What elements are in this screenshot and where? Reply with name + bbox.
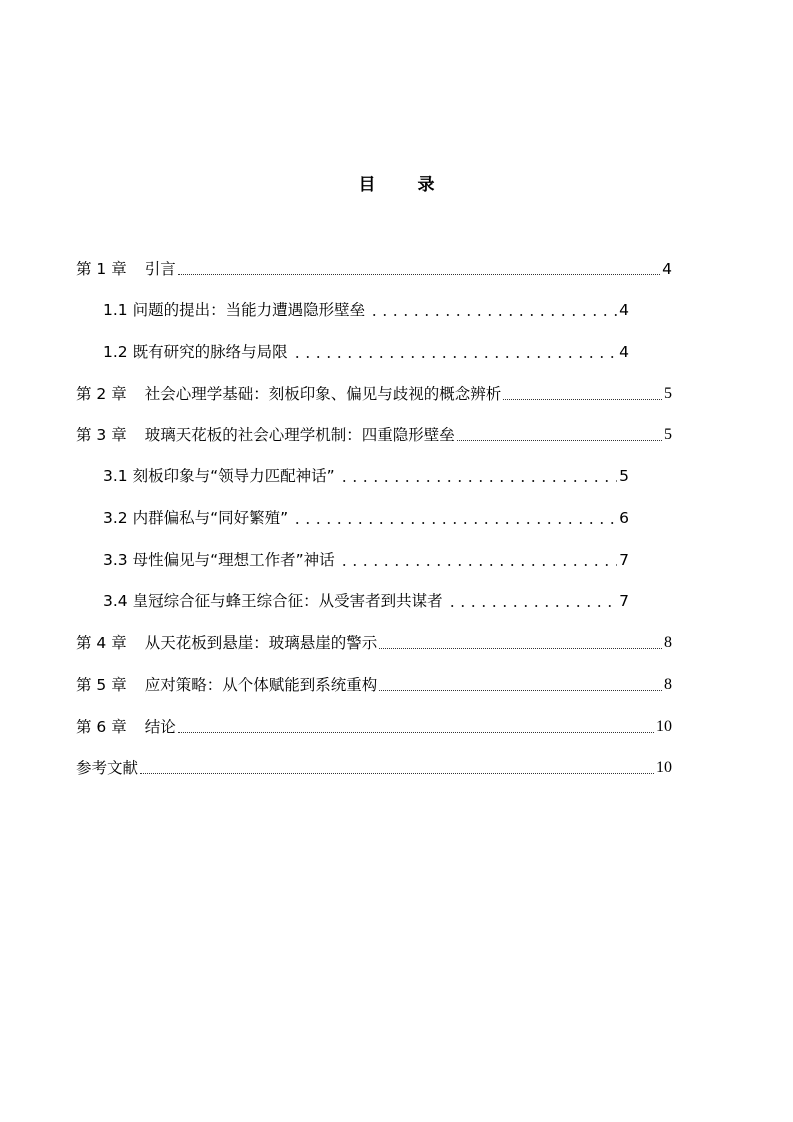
section-number: 1.1 xyxy=(103,301,128,319)
toc-entry-section-1-1[interactable] xyxy=(103,299,629,321)
page-number: 4 xyxy=(619,301,629,319)
page-number: 6 xyxy=(619,509,629,527)
page-number: 5 xyxy=(664,385,672,402)
toc-entry-section-1-2[interactable] xyxy=(103,341,629,363)
page-number: 4 xyxy=(662,260,672,278)
chapter-number: 第 3 章 xyxy=(76,426,127,444)
toc-entry-label xyxy=(103,465,335,487)
toc-entry-label xyxy=(76,632,377,654)
chapter-number: 第 2 章 xyxy=(76,385,127,403)
chapter-title: 社会心理学基础：刻板印象、偏见与歧视的概念辨析 xyxy=(144,385,502,403)
section-number: 3.4 xyxy=(103,592,128,610)
page-number: 7 xyxy=(619,551,629,569)
toc-entry-section-3-4[interactable] xyxy=(103,590,629,612)
toc-entry-section-3-1[interactable] xyxy=(103,465,629,487)
toc-entry-chapter-3[interactable] xyxy=(76,424,672,446)
chapter-title: 结论 xyxy=(144,718,176,736)
toc-entry-references[interactable] xyxy=(76,757,672,779)
page-number: 5 xyxy=(664,426,672,443)
toc-title: 目 录 xyxy=(358,175,453,195)
chapter-number: 第 6 章 xyxy=(76,718,127,736)
toc-entry-chapter-6[interactable] xyxy=(76,716,672,738)
toc-entry-label xyxy=(103,341,288,363)
chapter-number: 第 5 章 xyxy=(76,676,127,694)
toc-entry-chapter-4[interactable] xyxy=(76,632,672,654)
dot-leader xyxy=(367,299,617,321)
dot-leader xyxy=(445,590,618,612)
page-number: 7 xyxy=(619,592,629,610)
page-number: 10 xyxy=(656,718,672,735)
section-number: 3.2 xyxy=(103,509,128,527)
chapter-title: 引言 xyxy=(144,260,176,278)
toc-entry-label xyxy=(76,424,455,446)
toc-entry-label xyxy=(103,590,443,612)
section-number: 1.2 xyxy=(103,343,128,361)
dot-leader xyxy=(379,632,662,654)
dot-leader xyxy=(379,674,662,696)
toc-entry-label xyxy=(76,716,176,738)
chapter-title: 应对策略：从个体赋能到系统重构 xyxy=(144,676,378,694)
section-title: 刻板印象与“领导力匹配神话” xyxy=(132,467,335,485)
dot-leader xyxy=(290,507,617,529)
chapter-title: 玻璃天花板的社会心理学机制：四重隐形壁垒 xyxy=(144,426,455,444)
section-title: 既有研究的脉络与局限 xyxy=(132,343,288,361)
dot-leader xyxy=(290,341,618,363)
section-number: 3.3 xyxy=(103,551,128,569)
dot-leader xyxy=(337,549,617,571)
section-number: 3.1 xyxy=(103,467,128,485)
dot-leader xyxy=(140,757,654,779)
toc-entry-chapter-2[interactable] xyxy=(76,383,672,405)
toc-entry-label xyxy=(103,549,335,571)
page-number: 10 xyxy=(656,759,672,776)
section-title: 皇冠综合征与蜂王综合征：从受害者到共谋者 xyxy=(132,592,443,610)
toc-entry-label xyxy=(103,507,288,529)
toc-entry-section-3-2[interactable] xyxy=(103,507,629,529)
toc-entry-label: 参考文献 xyxy=(76,759,139,777)
toc-entry-label xyxy=(76,258,176,280)
dot-leader xyxy=(178,258,660,280)
toc-entry-label xyxy=(103,299,365,321)
section-title: 问题的提出：当能力遭遇隐形壁垒 xyxy=(132,301,366,319)
chapter-number: 第 1 章 xyxy=(76,260,127,278)
section-title: 母性偏见与“理想工作者”神话 xyxy=(132,551,335,569)
page-number: 5 xyxy=(619,467,629,485)
chapter-title: 从天花板到悬崖：玻璃悬崖的警示 xyxy=(144,634,378,652)
dot-leader xyxy=(457,424,662,446)
toc-entry-label xyxy=(76,383,501,405)
dot-leader xyxy=(337,465,617,487)
toc-entry-label xyxy=(76,674,377,696)
dot-leader xyxy=(178,716,654,738)
page-number: 8 xyxy=(664,676,672,693)
toc-entry-chapter-5[interactable] xyxy=(76,674,672,696)
section-title: 内群偏私与“同好繁殖” xyxy=(132,509,289,527)
toc-entry-chapter-1[interactable] xyxy=(76,258,672,280)
chapter-number: 第 4 章 xyxy=(76,634,127,652)
page-number: 8 xyxy=(664,634,672,651)
page-number: 4 xyxy=(619,343,629,361)
dot-leader xyxy=(503,383,662,405)
toc-entry-section-3-3[interactable] xyxy=(103,549,629,571)
